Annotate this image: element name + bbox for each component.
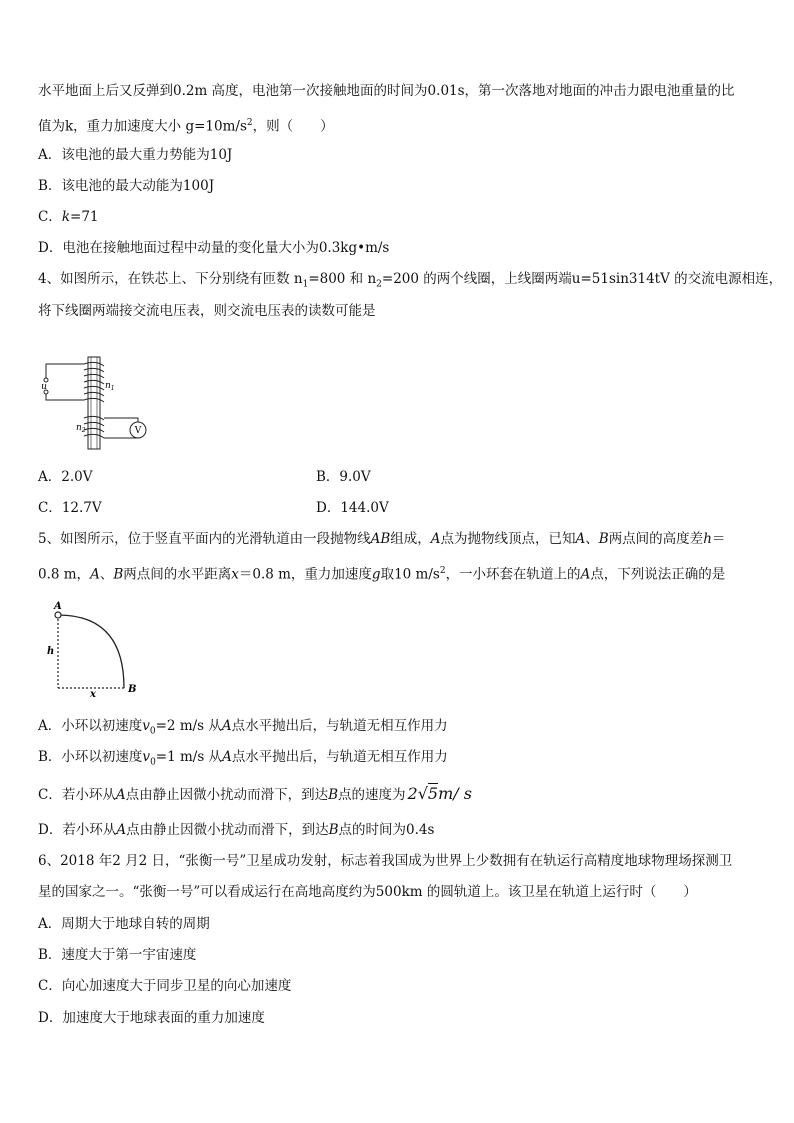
x-label: x xyxy=(90,689,96,698)
q6-stem-line2: 星的国家之一。“张衡一号”可以看成运行在高地高度约为500km 的圆轨道上。该卫星在轨道上运行时（ ） xyxy=(38,884,697,900)
q5-stem-line1: 5、如图所示，位于竖直平面内的光滑轨道由一段抛物线AB组成，A点为抛物线顶点，已知A、B两点间的高度差h＝ xyxy=(38,531,726,547)
n1-label: $n_1$ xyxy=(105,381,115,392)
voltmeter-label: V xyxy=(134,426,142,436)
q5-option-b: B．小环以初速度$v_0=1$ m/s 从A点水平抛出后，与轨道无相互作用力 xyxy=(38,749,448,768)
q3-option-b: B．该电池的最大动能为100J xyxy=(38,178,215,194)
q4-option-a: A．2.0V xyxy=(38,469,93,485)
q3-option-d: D．电池在接触地面过程中动量的变化量大小为0.3kg•m/s xyxy=(38,240,390,256)
q3-option-c: C．k=71 xyxy=(38,209,99,225)
q3-stem-line1: 水平地面上后又反弹到0.2m 高度，电池第一次接触地面的时间为0.01s，第一次落地对地面的冲击力跟电池重量的比 xyxy=(38,83,735,99)
n2-label: $n_2$ xyxy=(76,423,86,434)
q6-option-d: D．加速度大于地球表面的重力加速度 xyxy=(38,1010,265,1026)
point-a-label: A xyxy=(54,601,62,612)
q4-transformer-figure xyxy=(38,352,168,452)
q4-option-d: D．144.0V xyxy=(316,500,389,516)
q4-stem-line2: 将下线圈两端接交流电压表，则交流电压表的读数可能是 xyxy=(38,303,376,319)
parabolic-track xyxy=(58,615,124,688)
small-ring xyxy=(55,612,61,618)
q4-stem-line1: 4、如图所示，在铁芯上、下分别绕有匝数 $n_1=800$ 和 $n_2=200$ 的两个线圈，上线圈两端u=51sin314tV 的交流电源相连， xyxy=(38,271,783,290)
q6-stem-line1: 6、2018 年2 月2 日，“张衡一号”卫星成功发射，标志着我国成为世界上少数拥有在轨运行高精度地球物理场探测卫 xyxy=(38,853,733,869)
q4-option-c: C．12.7V xyxy=(38,500,102,516)
q4-option-b: B．9.0V xyxy=(316,469,371,485)
q5-parabola-figure xyxy=(38,598,148,698)
primary-wire xyxy=(46,364,84,378)
q3-option-a: A．该电池的最大重力势能为10J xyxy=(38,147,233,163)
q6-option-a: A．周期大于地球自转的周期 xyxy=(38,916,210,932)
q6-option-b: B．速度大于第一宇宙速度 xyxy=(38,947,197,963)
h-label: h xyxy=(47,646,55,657)
q3-stem-line2: 值为k，重力加速度大小 $g=10m/s^2$，则（ ） xyxy=(38,118,334,135)
point-b-label: B xyxy=(128,684,137,695)
q5-option-d: D．若小环从A点由静止因微小扰动而滑下，到达B点的时间为0.4s xyxy=(38,822,435,838)
u-label: u xyxy=(41,382,47,392)
q6-option-c: C．向心加速度大于同步卫星的向心加速度 xyxy=(38,978,292,994)
q5-stem-line2: 0.8 m，A、B两点间的水平距离x＝0.8 m，重力加速度g取10 $m/s^2$，一小环套在轨道上的A点，下列说法正确的是 xyxy=(38,566,726,583)
speed-formula: 2√5m/ s xyxy=(407,784,472,803)
q5-option-a: A．小环以初速度$v_0=2$ m/s 从A点水平抛出后，与轨道无相互作用力 xyxy=(38,718,448,737)
q5-option-c: C．若小环从A点由静止因微小扰动而滑下，到达B点的速度为 2√5m/ s xyxy=(38,784,472,803)
